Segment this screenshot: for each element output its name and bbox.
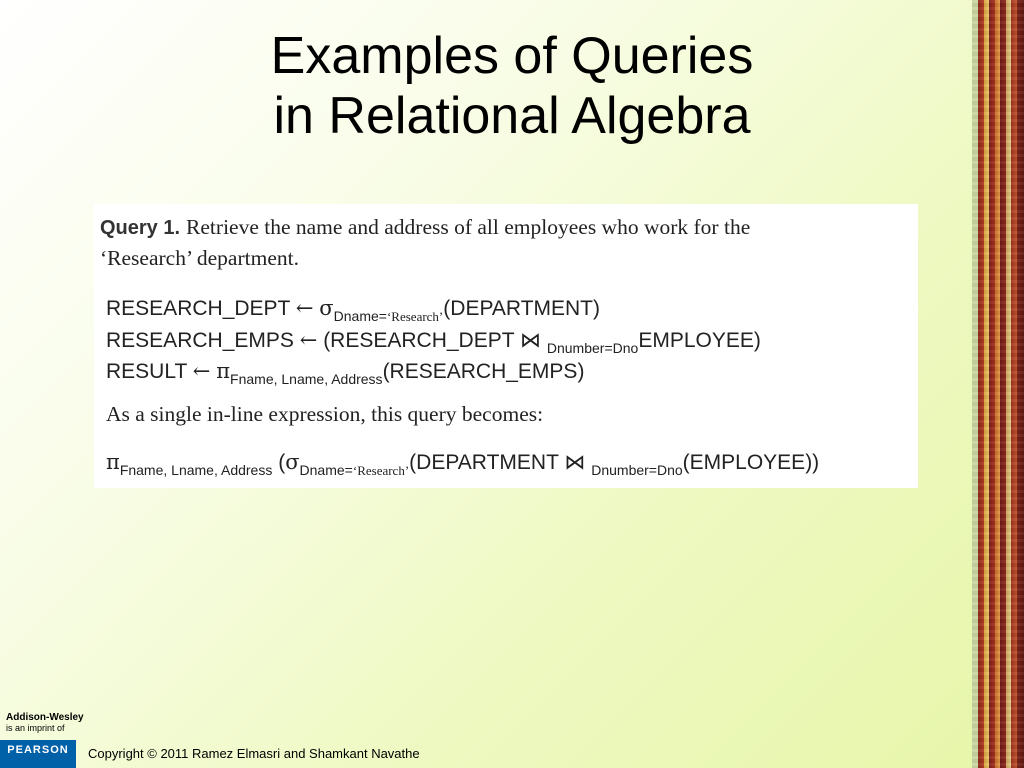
expression-line-4 [106,450,819,479]
cond-eq: = [344,462,353,478]
assign-arrow: ← [192,359,211,383]
line2-left-operand: (RESEARCH_DEPT [323,329,515,352]
pi-symbol: π [216,359,231,383]
project-attributes: Fname, Lname, Address [230,371,383,387]
query-panel [94,204,918,488]
sigma-symbol: σ [285,450,300,474]
query-description [100,212,912,273]
expression-line-3 [106,359,584,387]
brand-line-1: Addison-Wesley [6,712,84,723]
brand-line-2: is an imprint of [6,723,65,733]
query-label: Query 1. [100,217,181,239]
query-text-line-2: ‘Research’ department. [100,246,299,270]
inline-note: As a single in-line expression, this query becomes: [106,402,544,426]
pi-symbol: π [106,450,120,474]
line3-arg: (RESEARCH_EMPS) [382,360,585,383]
title-line-1: Examples of Queries [270,27,754,85]
line4-department: (DEPARTMENT [409,451,559,474]
join-condition: Dnumber=Dno [591,462,683,478]
expression-line-1 [106,296,600,325]
copyright-notice: Copyright © 2011 Ramez Elmasri and Shamkant Navathe [88,746,420,761]
open-paren: ( [278,451,286,474]
select-condition [334,308,444,324]
cond-attr: Dname [299,462,345,478]
line2-lhs: RESEARCH_EMPS [106,329,294,352]
slide-title [0,26,1024,146]
join-condition: Dnumber=Dno [546,340,639,356]
project-attributes: Fname, Lname, Address [119,462,273,478]
sigma-symbol: σ [319,296,334,320]
cond-eq: = [378,308,387,324]
cond-value: ‘Research’ [386,309,444,324]
addison-wesley-logo [6,712,84,734]
line2-right-operand: EMPLOYEE) [638,329,761,352]
assign-arrow: ← [295,296,314,320]
line3-lhs: RESULT [106,360,187,383]
line4-employee: (EMPLOYEE)) [682,451,820,474]
select-condition [300,462,410,478]
join-symbol: ⋈ [564,450,586,474]
cond-value: ‘Research’ [352,463,410,478]
expression-line-2 [106,328,761,356]
join-symbol: ⋈ [520,328,542,352]
query-text-line-1: Retrieve the name and address of all employees who work for the [186,215,751,239]
title-line-2: in Relational Algebra [273,87,751,145]
cond-attr: Dname [333,308,379,324]
pearson-logo: PEARSON [0,740,76,768]
line1-arg: (DEPARTMENT) [443,297,601,320]
line1-lhs: RESEARCH_DEPT [106,297,290,320]
assign-arrow: ← [299,328,318,352]
